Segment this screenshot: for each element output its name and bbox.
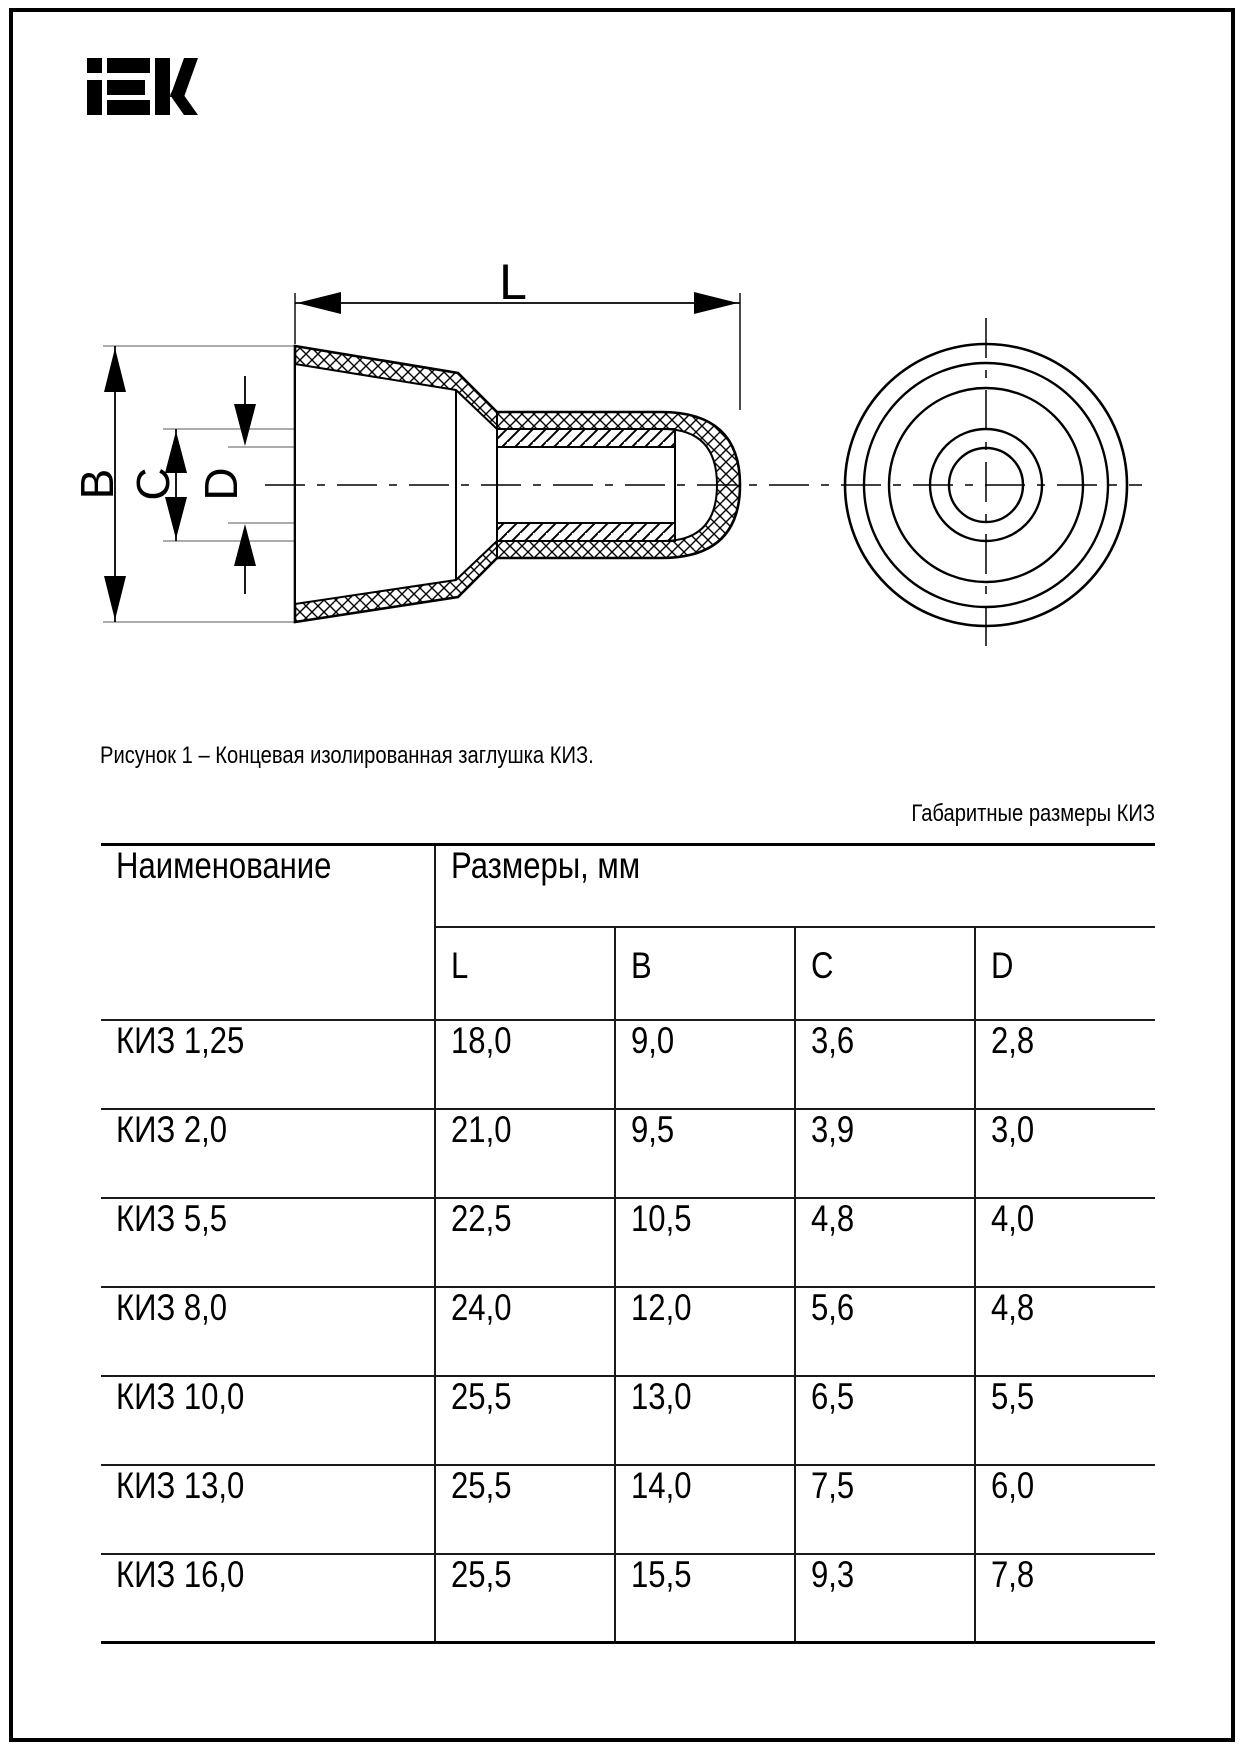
dimension-D [195,376,256,594]
table-row [101,1287,1155,1376]
table-row [101,1198,1155,1287]
cell-C: 6,5 [795,1376,975,1465]
cell-name: КИЗ 5,5 [101,1198,435,1287]
dim-label-B: B [71,468,123,500]
cell-name: КИЗ 1,25 [101,1020,435,1109]
header-col-D: D [975,927,1155,1020]
header-col-B: B [615,927,795,1020]
cell-D: 7,8 [975,1554,1155,1643]
dimension-table-wrap [101,843,1155,1644]
cell-D: 2,8 [975,1020,1155,1109]
cell-C: 5,6 [795,1287,975,1376]
dim-label-D: D [195,467,247,501]
cell-C: 7,5 [795,1465,975,1554]
table-row [101,1554,1155,1643]
figure-caption: Рисунок 1 – Концевая изолированная заглушка КИЗ. [100,742,594,769]
cell-L: 21,0 [435,1109,615,1198]
cell-C: 4,8 [795,1198,975,1287]
header-row-1 [101,845,1155,927]
dimension-C [127,429,187,541]
cell-D: 3,0 [975,1109,1155,1198]
cell-L: 22,5 [435,1198,615,1287]
cell-name: КИЗ 2,0 [101,1109,435,1198]
cell-name: КИЗ 10,0 [101,1376,435,1465]
cell-name: КИЗ 8,0 [101,1287,435,1376]
cell-name: КИЗ 16,0 [101,1554,435,1643]
table-row [101,1376,1155,1465]
cell-L: 25,5 [435,1376,615,1465]
cell-L: 24,0 [435,1287,615,1376]
cell-C: 9,3 [795,1554,975,1643]
cell-D: 5,5 [975,1376,1155,1465]
table-title: Габаритные размеры КИЗ [911,800,1155,827]
cell-B: 10,5 [615,1198,795,1287]
dimension-table [101,843,1155,1644]
cell-B: 13,0 [615,1376,795,1465]
cell-B: 12,0 [615,1287,795,1376]
cell-L: 25,5 [435,1554,615,1643]
cell-D: 4,0 [975,1198,1155,1287]
header-col-L: L [451,944,469,986]
cell-C: 3,9 [795,1109,975,1198]
cell-D: 6,0 [975,1465,1155,1554]
header-name: Наименование [101,845,435,1020]
iek-logo [87,58,198,115]
cell-name: КИЗ 13,0 [101,1465,435,1554]
cell-B: 14,0 [615,1465,795,1554]
dim-label-L: L [499,254,527,310]
cell-B: 15,5 [615,1554,795,1643]
header-col-C: C [795,927,975,1020]
cell-L: 25,5 [435,1465,615,1554]
figure-1-drawing [0,0,1241,700]
cell-B: 9,5 [615,1109,795,1198]
dim-label-C: C [127,467,179,501]
dimension-B [71,346,126,622]
cell-B: 9,0 [615,1020,795,1109]
cell-L: 18,0 [435,1020,615,1109]
table-row [101,1465,1155,1554]
cell-C: 3,6 [795,1020,975,1109]
table-row [101,1109,1155,1198]
table-row [101,1020,1155,1109]
header-sizes: Размеры, мм [435,845,1155,927]
cell-D: 4,8 [975,1287,1155,1376]
